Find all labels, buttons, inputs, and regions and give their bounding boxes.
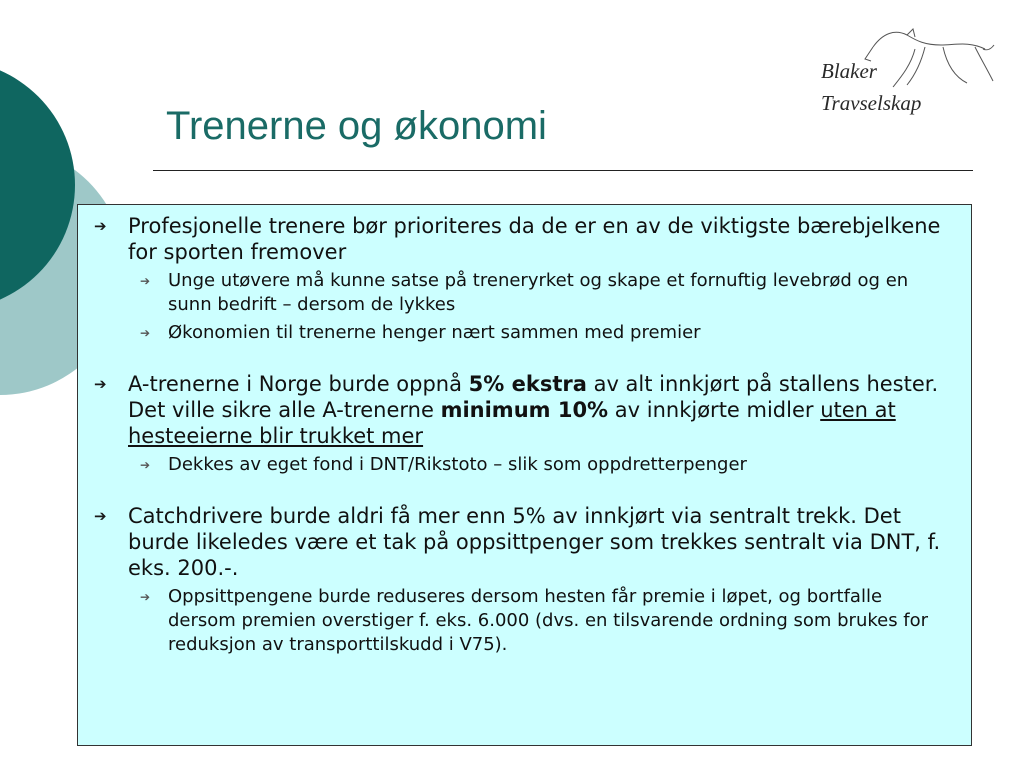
- club-logo: [815, 25, 995, 125]
- title-divider: [153, 170, 973, 171]
- sub-bullet-text: Dekkes av eget fond i DNT/Rikstoto – slik som oppdretterpenger: [168, 454, 747, 475]
- logo-text-line1: Blaker: [821, 59, 877, 83]
- bullet-text: [128, 371, 951, 449]
- sub-bullet-text: Økonomien til trenerne henger nært sammen med premier: [168, 322, 701, 343]
- arrow-right-icon: ➔: [94, 375, 107, 393]
- bullet-item: [92, 503, 951, 581]
- arrow-right-icon: ➔: [94, 217, 107, 235]
- arrow-right-icon: ➔: [94, 507, 107, 525]
- bullet-item: [92, 371, 951, 449]
- arrow-right-icon: ➔: [140, 590, 151, 604]
- bullet-text: Profesjonelle trenere bør prioriteres da de er en av de viktigste bærebjelkene for sporten fremover: [128, 214, 941, 264]
- bullet-text-bold: minimum 10%: [440, 398, 609, 422]
- arrow-right-icon: ➔: [140, 458, 151, 472]
- content-box: [77, 204, 972, 746]
- sub-bullet-item: [92, 321, 951, 345]
- slide-title: Trenerne og økonomi: [166, 104, 547, 148]
- arrow-right-icon: ➔: [140, 326, 151, 340]
- arrow-right-icon: ➔: [140, 274, 151, 288]
- bullet-text: Catchdrivere burde aldri få mer enn 5% av innkjørt via sentralt trekk. Det burde likeledes være et tak på oppsittpenger som trekkes sentralt via DNT, f. eks. 200.-.: [128, 504, 941, 580]
- bullet-text-bold: 5% ekstra: [468, 372, 587, 396]
- sub-bullet-item: [92, 453, 951, 477]
- sub-bullet-text: Unge utøvere må kunne satse på treneryrket og skape et fornuftig levebrød og en sunn bedrift – dersom de lykkes: [168, 270, 909, 315]
- bullet-text-part: av innkjørte midler: [608, 398, 821, 422]
- bullet-text-part: A-trenerne i Norge burde oppnå: [128, 372, 469, 396]
- sub-bullet-item: [92, 269, 951, 317]
- logo-text-line2: Travselskap: [821, 91, 922, 115]
- bullet-item: [92, 213, 951, 265]
- sub-bullet-item: [92, 585, 951, 657]
- sub-bullet-text: Oppsittpengene burde reduseres dersom hesten får premie i løpet, og bortfalle dersom premien overstiger f. eks. 6.000 (dvs. en tilsvarende ordning som brukes for reduksjon av transporttilskudd i V75).: [168, 586, 929, 655]
- bullet-text-underlined: uten at hesteeierne blir trukket mer: [128, 398, 896, 448]
- bullet-text-part: av alt innkjørt på stallens hester. Det ville sikre alle A-trenerne: [128, 372, 939, 422]
